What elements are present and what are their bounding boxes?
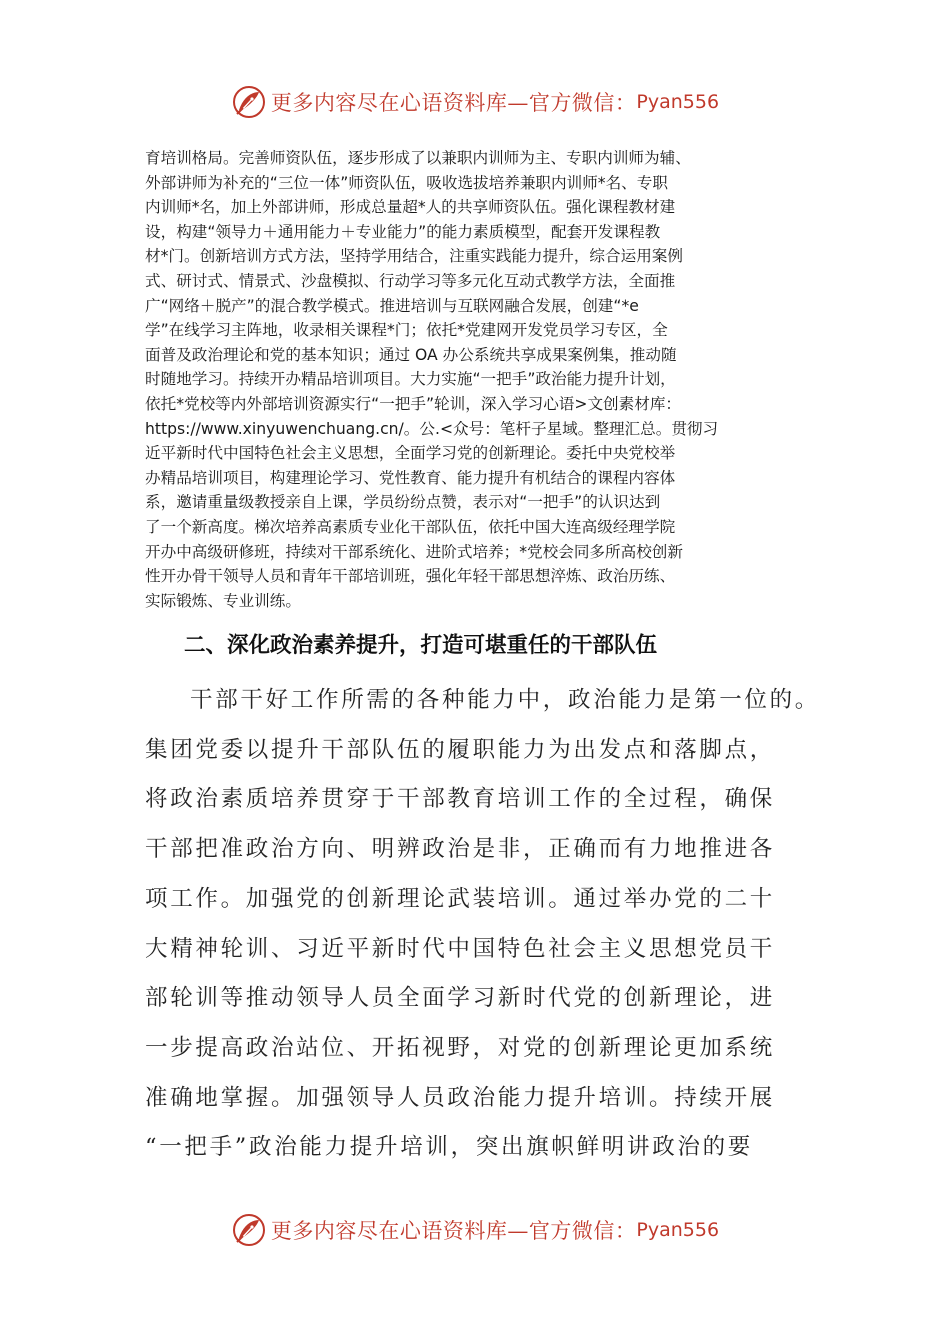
body-paragraph-training — [145, 146, 813, 613]
banner-wechat-id: Pyan556 — [636, 91, 720, 113]
pen-nib-logo-icon — [231, 1212, 267, 1248]
text-line: https://www.xinyuwenchuang.cn/。公.<众号：笔杆子星域。整理汇总。贯彻习 — [145, 419, 719, 438]
text-line: 时随地学习。持续开办精品培训项目。大力实施“一把手”政治能力提升计划， — [145, 370, 676, 389]
text-line: 开办中高级研修班，持续对干部系统化、进阶式培养；*党校会同多所高校创新 — [145, 542, 683, 561]
text-line: 大精神轮训、习近平新时代中国特色社会主义思想党员干 — [145, 935, 776, 962]
text-line: 式、研讨式、情景式、沙盘模拟、行动学习等多元化互动式教学方法，全面推 — [145, 271, 676, 290]
text-line: 面普及政治理论和党的基本知识；通过 OA 办公系统共享成果案例集，推动随 — [145, 345, 677, 364]
text-line: 内训师*名，加上外部讲师，形成总量超*人的共享师资队伍。强化课程教材建 — [145, 198, 676, 217]
banner-text: 更多内容尽在心语资料库—官方微信： — [270, 91, 637, 115]
header-banner — [0, 80, 950, 124]
text-line: 干部干好工作所需的各种能力中，政治能力是第一位的。 — [190, 687, 821, 713]
text-line: 办精品培训项目，构建理论学习、党性教育、能力提升有机结合的课程内容体 — [145, 468, 676, 487]
text-line: 广“网络＋脱产”的混合教学模式。推进培训与互联网融合发展，创建“*e — [145, 296, 639, 315]
text-line: 学”在线学习主阵地，收录相关课程*门；依托*党建网开发党员学习专区，全 — [145, 321, 668, 340]
text-line: 了一个新高度。梯次培养高素质专业化干部队伍，依托中国大连高级经理学院 — [145, 517, 676, 536]
section-heading: 二、深化政治素养提升，打造可堪重任的干部队伍 — [184, 633, 658, 658]
text-line: 干部把准政治方向、明辨政治是非，正确而有力地推进各 — [145, 836, 776, 863]
text-line: 育培训格局。完善师资队伍，逐步形成了以兼职内训师为主、专职内训师为辅、 — [145, 149, 691, 167]
text-line: “一把手”政治能力提升培训，突出旗帜鲜明讲政治的要 — [145, 1134, 754, 1161]
text-line: 实际锻炼、专业训练。 — [145, 591, 301, 610]
body-paragraph-political — [145, 676, 835, 1173]
footer-banner — [0, 1208, 950, 1252]
text-line: 依托*党校等内外部培训资源实行“一把手”轮训，深入学习心语>文创素材库： — [145, 394, 682, 413]
text-line: 性开办骨干领导人员和青年干部培训班，强化年轻干部思想淬炼、政治历练、 — [145, 567, 676, 586]
text-line: 一步提高政治站位、开拓视野，对党的创新理论更加系统 — [145, 1034, 776, 1061]
text-line: 准确地掌握。加强领导人员政治能力提升培训。持续开展 — [145, 1084, 776, 1111]
text-line: 材*门。创新培训方式方法，坚持学用结合，注重实践能力提升，综合运用案例 — [145, 247, 683, 266]
banner-wechat-id: Pyan556 — [636, 1219, 720, 1241]
text-line: 设，构建“领导力＋通用能力＋专业能力”的能力素质模型，配套开发课程教 — [145, 222, 661, 241]
text-line: 近平新时代中国特色社会主义思想，全面学习党的创新理论。委托中央党校举 — [145, 444, 676, 463]
text-line: 系，邀请重量级教授亲自上课，学员纷纷点赞，表示对“一把手”的认识达到 — [145, 493, 661, 512]
text-line: 部轮训等推动领导人员全面学习新时代党的创新理论，进 — [145, 985, 776, 1012]
text-line: 集团党委以提升干部队伍的履职能力为出发点和落脚点， — [145, 736, 776, 763]
pen-nib-logo-icon — [231, 84, 267, 120]
text-line: 项工作。加强党的创新理论武装培训。通过举办党的二十 — [145, 885, 776, 912]
text-line: 外部讲师为补充的“三位一体”师资队伍，吸收选拔培养兼职内训师*名、专职 — [145, 173, 668, 192]
text-line: 将政治素质培养贯穿于干部教育培训工作的全过程，确保 — [145, 786, 776, 813]
banner-text: 更多内容尽在心语资料库—官方微信： — [270, 1219, 637, 1243]
